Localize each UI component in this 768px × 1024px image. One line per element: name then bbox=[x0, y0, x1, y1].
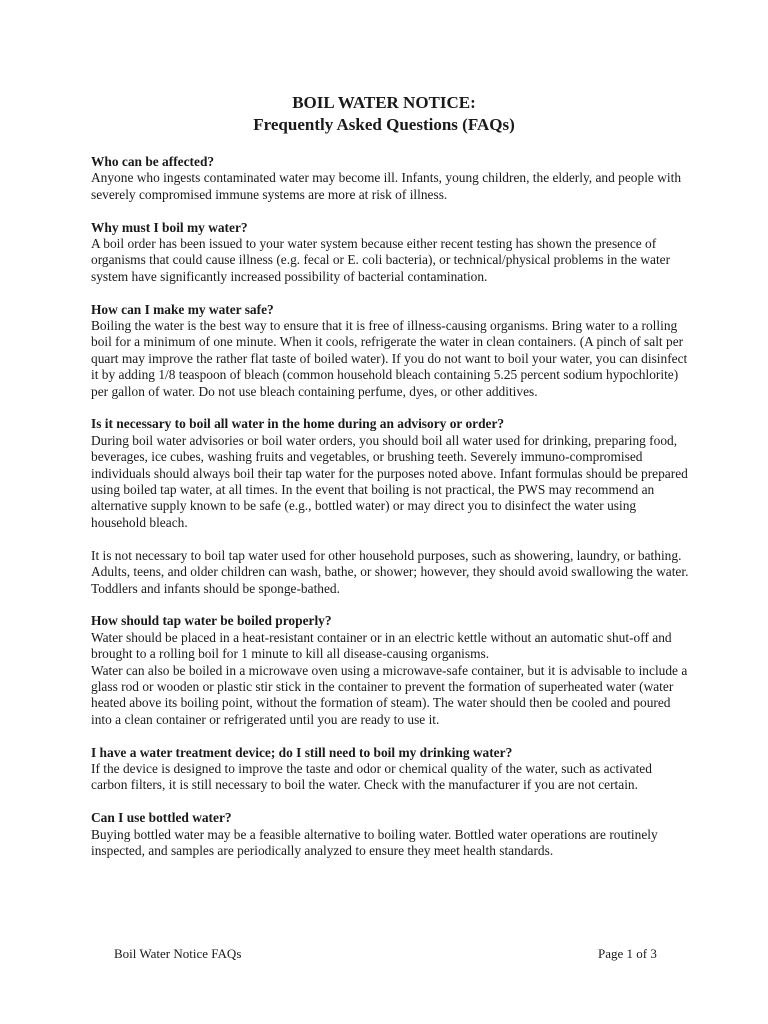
footer-page-number: Page 1 of 3 bbox=[598, 946, 657, 961]
faq-section bbox=[91, 613, 691, 728]
faq-answer: Buying bottled water may be a feasible alternative to boiling water. Bottled water operations are routinely inspected, and samples are periodically analyzed to ensure they meet health standards. bbox=[91, 826, 658, 858]
faq-question: Can I use bottled water? bbox=[91, 810, 232, 826]
faq-answer: Boiling the water is the best way to ensure that it is free of illness-causing organisms. Bring water to a rolling boil for a minimum of one minute. When it cools, refrigerate the water in clean containers. (A pinch of salt per quart may improve the rather flat taste of boiled water). If you do not want to boil your water, you can disinfect it by adding 1/8 teaspoon of bleach (common household bleach containing 5.25 percent sodium hypochlorite) per gallon of water. Do not use bleach containing perfume, dyes, or other additives. bbox=[91, 318, 688, 399]
faq-answer: If the device is designed to improve the taste and odor or chemical quality of the water, such as activated carbon filters, it is still necessary to boil the water. Check with the manufacturer if you are not certain. bbox=[91, 760, 652, 793]
title-line-1: BOIL WATER NOTICE: bbox=[292, 93, 476, 112]
title-line-2: Frequently Asked Questions (FAQs) bbox=[253, 115, 515, 134]
faq-content bbox=[91, 154, 691, 876]
faq-section bbox=[91, 416, 691, 596]
faq-answer: Anyone who ingests contaminated water may become ill. Infants, young children, the elderly, and people with severely compromised immune systems are more at risk of illness. bbox=[91, 170, 682, 202]
faq-answer: A boil order has been issued to your water system because either recent testing has shown the presence of organisms that could cause illness (e.g. fecal or E. coli bacteria), or technical/physical problems in the water system have significantly increased possibility of bacterial contamination. bbox=[91, 236, 671, 284]
faq-answer: Water can also be boiled in a microwave oven using a microwave-safe container, but it is advisable to include a glass rod or wooden or plastic stir stick in the container to prevent the formation of superheated water (water heated above its boiling point, without the formation of steam). The water should then be cooled and poured into a clean container or refrigerated until you are ready to use it. bbox=[91, 662, 688, 727]
faq-section bbox=[91, 302, 691, 400]
faq-section bbox=[91, 220, 691, 286]
faq-question: Is it necessary to boil all water in the home during an advisory or order? bbox=[91, 416, 505, 432]
paragraph-gap bbox=[91, 531, 691, 547]
faq-question: How should tap water be boiled properly? bbox=[91, 613, 332, 629]
faq-section bbox=[91, 154, 691, 203]
faq-section bbox=[91, 745, 691, 794]
footer-document-name: Boil Water Notice FAQs bbox=[114, 946, 242, 961]
document-title bbox=[0, 92, 768, 136]
faq-answer: During boil water advisories or boil water orders, you should boil all water used for drinking, preparing food, beverages, ice cubes, washing fruits and vegetables, or brushing teeth. Severely immuno-compromised individuals should always boil their tap water for the purposes noted above. Infant formulas should be prepared using boiled tap water, at all times. In the event that boiling is not practical, the PWS may recommend an alternative supply known to be safe (e.g., bottled water) or may direct you to disinfect the water using household bleach. bbox=[91, 432, 688, 530]
faq-answer: It is not necessary to boil tap water used for other household purposes, such as showering, laundry, or bathing. Adults, teens, and older children can wash, bathe, or shower; however, they should avoid swallowing the water. Toddlers and infants should be sponge-bathed. bbox=[91, 547, 689, 596]
faq-question: Who can be affected? bbox=[91, 154, 215, 169]
faq-question: How can I make my water safe? bbox=[91, 301, 274, 317]
faq-answer: Water should be placed in a heat-resistant container or in an electric kettle without an automatic shut-off and brought to a rolling boil for 1 minute to kill all disease-causing organisms. bbox=[91, 629, 672, 662]
faq-question: Why must I boil my water? bbox=[91, 219, 248, 235]
faq-question: I have a water treatment device; do I still need to boil my drinking water? bbox=[91, 744, 513, 760]
faq-section bbox=[91, 810, 691, 859]
